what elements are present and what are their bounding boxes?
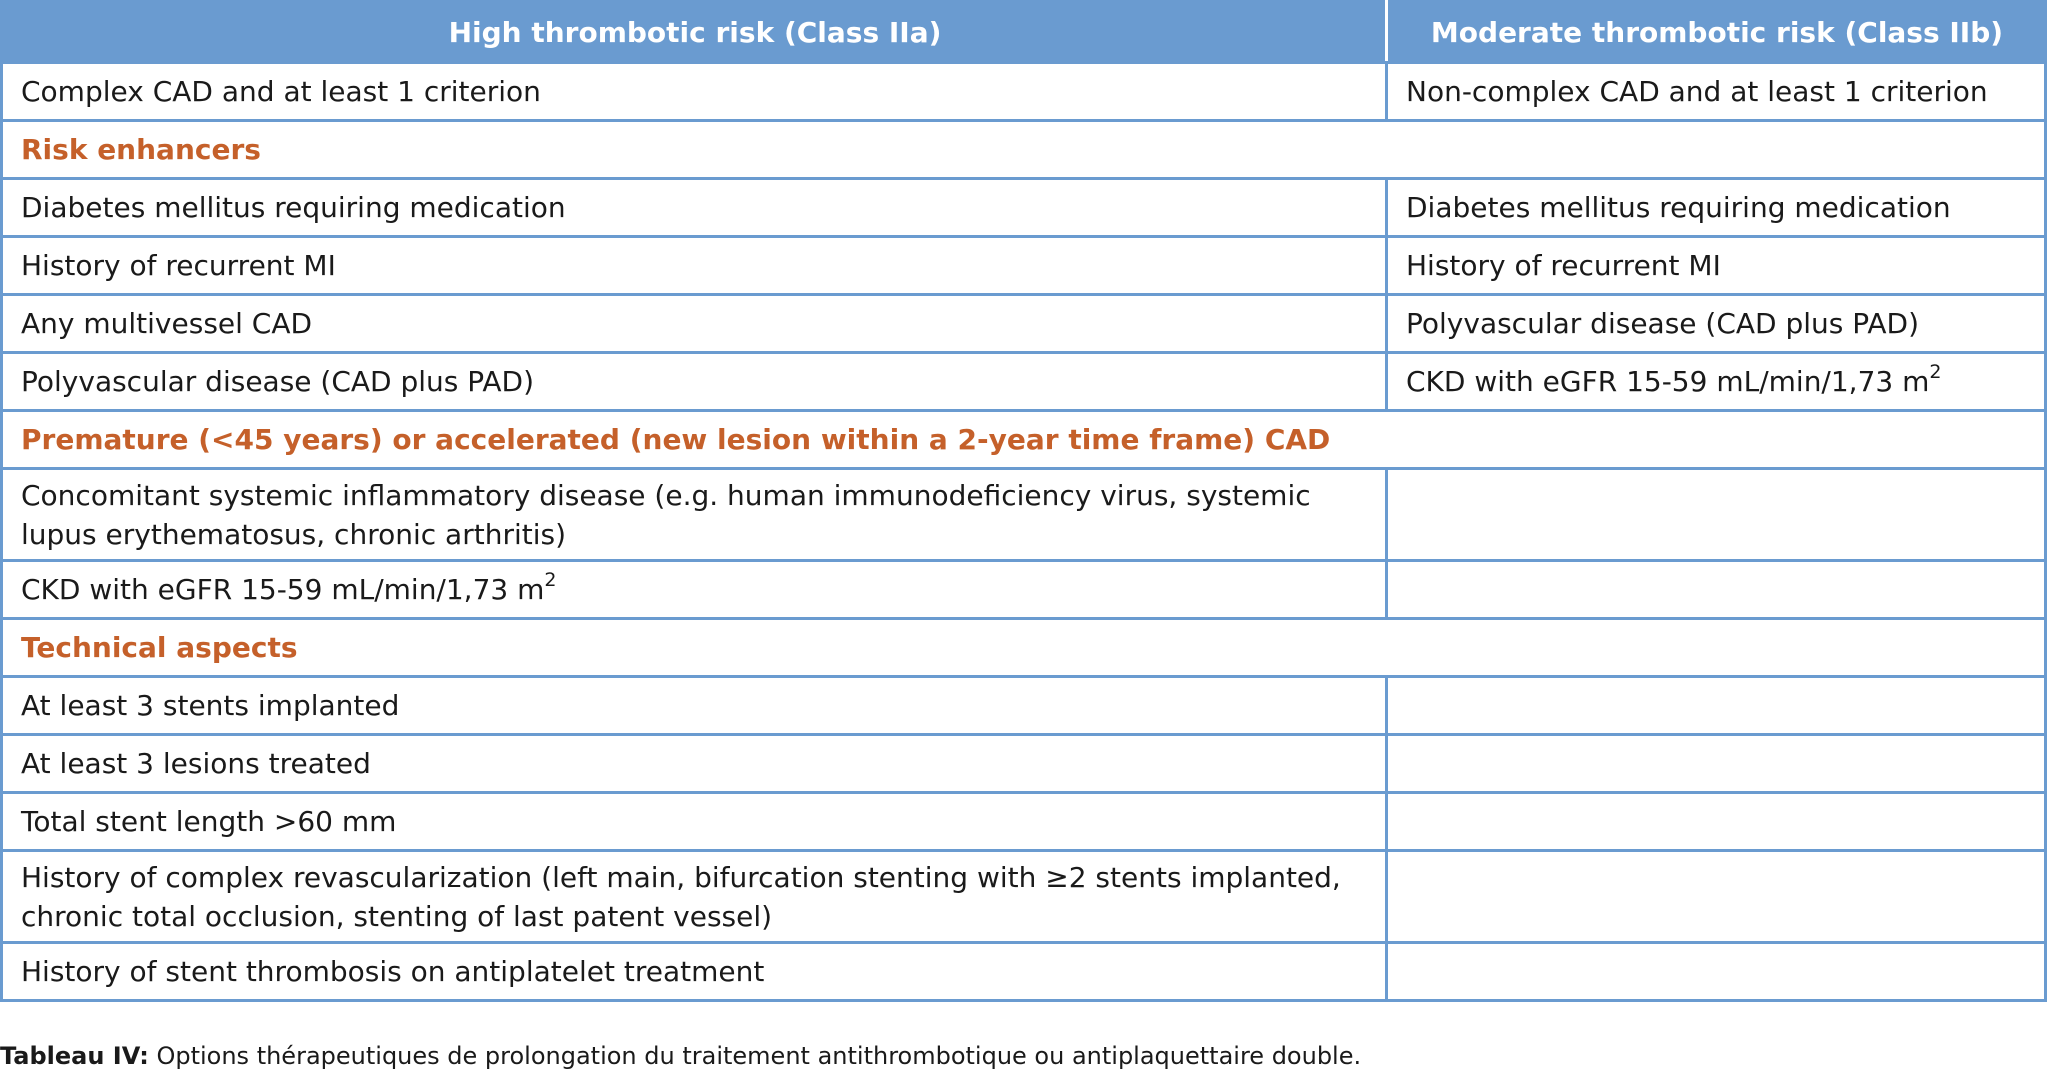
superscript: 2 [544,569,557,591]
cell-text: CKD with eGFR 15-59 mL/min/1,73 m [1406,365,1930,398]
header-high-risk: High thrombotic risk (Class IIa) [2,2,1387,63]
table-row [2,677,2046,735]
caption-text: Options thérapeutiques de prolongation du traitement antithrombotique ou antiplaquettaire double. [148,1042,1362,1070]
high-risk-cell [2,793,1387,851]
moderate-risk-cell [1387,469,2046,561]
table-row [2,179,2046,237]
caption-label: Tableau IV: [0,1042,149,1070]
high-risk-cell [2,735,1387,793]
cell-text: Concomitant systemic inflammatory disease (e.g. human immunodeficiency virus, systemic lupus erythematosus, chronic arthritis) [21,478,1311,551]
moderate-risk-cell [1387,179,2046,237]
section-row [2,411,2046,469]
high-risk-cell [2,179,1387,237]
section-row [2,121,2046,179]
section-row [2,619,2046,677]
cell-text: History of recurrent MI [1406,249,1721,282]
high-risk-cell [2,295,1387,353]
cell-text: Polyvascular disease (CAD plus PAD) [21,365,535,398]
section-heading: Premature (<45 years) or accelerated (new lesion within a 2-year time frame) CAD [2,411,2046,469]
high-risk-cell [2,237,1387,295]
cell-text: History of complex revascularization (left main, bifurcation stenting with ≥2 stents implanted, chronic total occlusion, stenting of last patent vessel) [21,860,1341,933]
cell-text: Complex CAD and at least 1 criterion [21,75,541,108]
superscript: 2 [1929,361,1942,383]
cell-text: At least 3 stents implanted [21,689,400,722]
moderate-risk-cell [1387,793,2046,851]
cell-text: History of stent thrombosis on antiplatelet treatment [21,955,765,988]
moderate-risk-cell [1387,353,2046,411]
table-row [2,237,2046,295]
cell-text: Diabetes mellitus requiring medication [21,191,566,224]
header-moderate-risk: Moderate thrombotic risk (Class IIb) [1387,2,2046,63]
moderate-risk-cell [1387,63,2046,121]
table-body [2,63,2046,1001]
moderate-risk-cell [1387,561,2046,619]
moderate-risk-cell [1387,295,2046,353]
table-row [2,295,2046,353]
moderate-risk-cell [1387,677,2046,735]
cell-text: Diabetes mellitus requiring medication [1406,191,1951,224]
cell-text: Polyvascular disease (CAD plus PAD) [1406,307,1920,340]
high-risk-cell [2,469,1387,561]
table-header-row [2,2,2046,63]
table-row [2,561,2046,619]
table-row [2,469,2046,561]
section-heading: Technical aspects [2,619,2046,677]
high-risk-cell [2,851,1387,943]
cell-text: Any multivessel CAD [21,307,313,340]
moderate-risk-cell [1387,943,2046,1001]
table-row [2,851,2046,943]
cell-text: Total stent length >60 mm [21,805,397,838]
high-risk-cell [2,63,1387,121]
table-row [2,793,2046,851]
high-risk-cell [2,561,1387,619]
table-caption [0,1042,1361,1070]
high-risk-cell [2,353,1387,411]
table-row [2,735,2046,793]
cell-text: CKD with eGFR 15-59 mL/min/1,73 m [21,573,545,606]
cell-text: History of recurrent MI [21,249,336,282]
table-row [2,353,2046,411]
moderate-risk-cell [1387,851,2046,943]
cell-text: At least 3 lesions treated [21,747,371,780]
table-row [2,943,2046,1001]
moderate-risk-cell [1387,735,2046,793]
high-risk-cell [2,943,1387,1001]
cell-text: Non-complex CAD and at least 1 criterion [1406,75,1988,108]
table-row [2,63,2046,121]
moderate-risk-cell [1387,237,2046,295]
section-heading: Risk enhancers [2,121,2046,179]
high-risk-cell [2,677,1387,735]
